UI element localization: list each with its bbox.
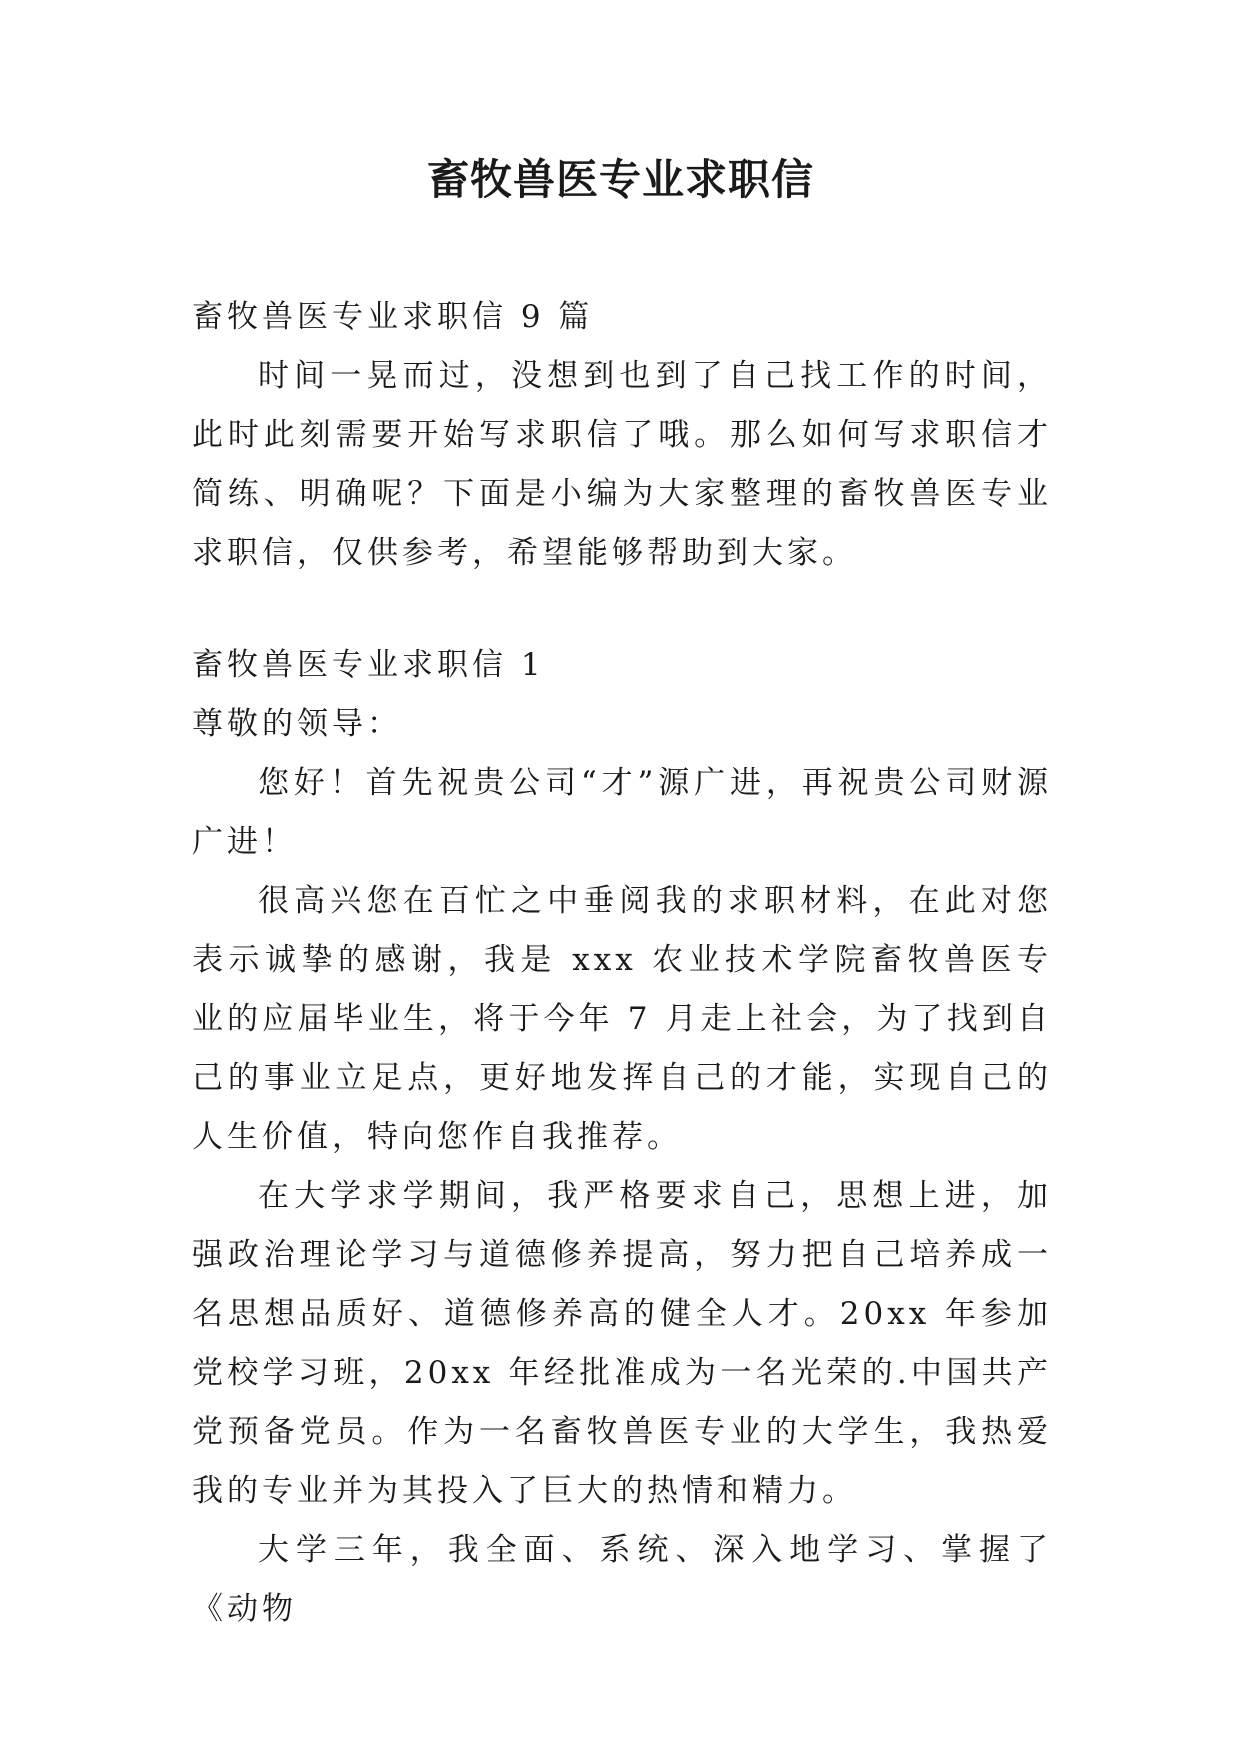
intro-paragraph: 时间一晃而过，没想到也到了自己找工作的时间，此时此刻需要开始写求职信了哦。那么如何写求职信才简练、明确呢？下面是小编为大家整理的畜牧兽医专业求职信，仅供参考，希望能够帮助到大家。 xyxy=(192,358,1052,571)
salutation: 尊敬的领导： xyxy=(192,706,402,742)
letter-paragraph: 您好！首先祝贵公司“才”源广进，再祝贵公司财源广进！ xyxy=(192,765,1052,860)
letter-paragraph: 很高兴您在百忙之中垂阅我的求职材料，在此对您表示诚挚的感谢，我是 xxx 农业技术学院畜牧兽医专业的应届毕业生，将于今年 7 月走上社会，为了找到自己的事业立足点，更好地发挥自己的才能，实现自己的人生价值，特向您作自我推荐。 xyxy=(192,883,1052,1155)
section-heading: 畜牧兽医专业求职信 1 xyxy=(192,647,545,683)
letter-paragraph: 在大学求学期间，我严格要求自己，思想上进，加强政治理论学习与道德修养提高，努力把自己培养成一名思想品质好、道德修养高的健全人才。20xx 年参加党校学习班，20xx 年经批准成为一名光荣的.中国共产党预备党员。作为一名畜牧兽医专业的大学生，我热爱我的专业并为其投入了巨大的热情和精力。 xyxy=(192,1178,1052,1509)
letter-paragraph: 大学三年，我全面、系统、深入地学习、掌握了《动物 xyxy=(192,1532,1052,1627)
document-title: 畜牧兽医专业求职信 xyxy=(426,155,814,204)
document-body xyxy=(192,288,1052,1639)
document-subtitle: 畜牧兽医专业求职信 9 篇 xyxy=(192,299,594,335)
